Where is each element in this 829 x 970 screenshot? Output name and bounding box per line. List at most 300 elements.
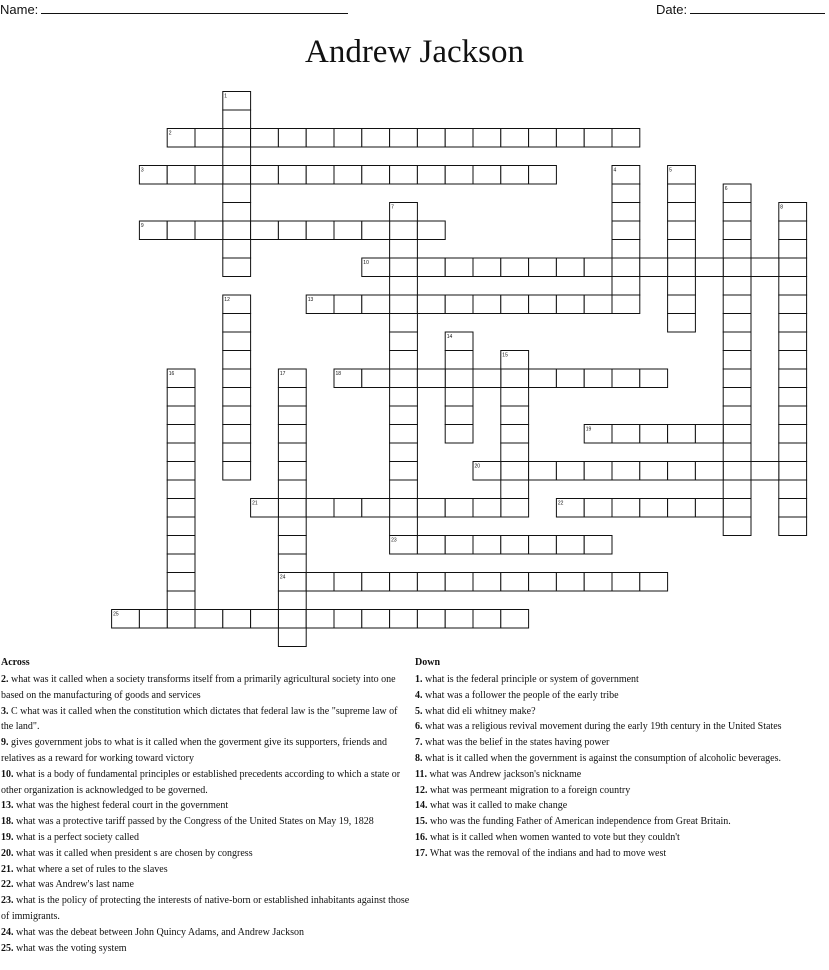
grid-cell[interactable] [251,166,279,185]
grid-cell[interactable] [167,425,195,444]
grid-cell[interactable] [640,425,668,444]
grid-cell[interactable] [473,295,501,314]
down-clue-14 [415,798,829,814]
grid-cell[interactable] [362,129,390,148]
grid-cell[interactable] [501,499,529,518]
grid-cell[interactable] [223,406,251,425]
grid-cell[interactable] [223,425,251,444]
grid-cell[interactable] [167,591,195,610]
grid-cell[interactable] [167,388,195,407]
grid-cell[interactable] [779,314,807,333]
grid-cell[interactable] [334,221,362,240]
grid-cell[interactable] [445,129,473,148]
clue-number: 10. [1,768,14,780]
grid-cell[interactable] [723,221,751,240]
grid-cell[interactable] [751,462,779,481]
grid-cell[interactable] [167,443,195,462]
grid-cell[interactable] [556,462,584,481]
grid-clue-number: 10 [363,260,369,266]
grid-cell[interactable] [556,258,584,277]
grid-cell[interactable] [723,203,751,222]
grid-cell[interactable] [390,129,418,148]
clue-number: 2. [1,674,9,685]
grid-cell[interactable] [167,573,195,592]
grid-cell[interactable] [278,536,306,555]
grid-clue-number: 25 [113,611,119,618]
grid-cell[interactable] [640,499,668,518]
grid-cell[interactable] [362,295,390,314]
grid-cell[interactable] [723,240,751,259]
grid-cell[interactable] [417,258,445,277]
clue-text: what was the debeat between John Quincy Adams, and Andrew Jackson [13,926,304,938]
grid-cell[interactable] [167,166,195,185]
grid-cell[interactable] [612,369,640,388]
grid-cell[interactable] [390,258,418,277]
page-title: Andrew Jackson [304,34,525,70]
grid-cell[interactable] [612,258,640,277]
grid-cell[interactable] [695,499,723,518]
grid-cell[interactable] [167,221,195,240]
grid-cell[interactable] [278,129,306,148]
down-clue-11 [415,767,829,783]
grid-cell[interactable] [556,369,584,388]
grid-cell[interactable] [501,388,529,407]
grid-cell[interactable] [306,499,334,518]
grid-cell[interactable] [390,332,418,351]
grid-cell[interactable] [779,425,807,444]
grid-cell[interactable] [668,184,696,203]
grid-clue-number: 23 [391,537,397,544]
grid-clue-number: 24 [279,574,286,581]
grid-cell[interactable] [334,295,362,314]
grid-cell[interactable] [640,369,668,388]
down-clue-16 [415,830,829,846]
grid-cell[interactable] [390,240,418,259]
grid-cell[interactable] [612,129,640,148]
grid-cell[interactable] [612,295,640,314]
grid-cell[interactable] [278,388,306,407]
grid-cell[interactable] [501,536,529,555]
grid-cell[interactable] [251,129,279,148]
grid-cell[interactable] [584,573,612,592]
grid-cell[interactable] [779,240,807,259]
grid-cell[interactable] [529,129,557,148]
grid-cell[interactable] [445,499,473,518]
grid-cell[interactable] [779,295,807,314]
grid-cell[interactable] [306,129,334,148]
grid-cell[interactable] [445,573,473,592]
grid-cell[interactable] [612,203,640,222]
grid-cell[interactable] [640,258,668,277]
grid-clue-number: 20 [474,463,481,470]
grid-cell[interactable] [417,536,445,555]
grid-cell[interactable] [278,610,306,629]
grid-cell[interactable] [334,166,362,185]
grid-cell[interactable] [779,517,807,536]
grid-cell[interactable] [390,499,418,518]
grid-cell[interactable] [668,462,696,481]
grid-cell[interactable] [445,369,473,388]
grid-cell[interactable] [390,425,418,444]
grid-cell[interactable] [668,314,696,333]
grid-cell[interactable] [612,573,640,592]
grid-cell[interactable] [723,462,751,481]
grid-cell[interactable] [584,129,612,148]
grid-cell[interactable] [139,610,167,629]
grid-cell[interactable] [501,129,529,148]
grid-cell[interactable] [334,499,362,518]
grid-cell[interactable] [167,499,195,518]
grid-cell[interactable] [417,129,445,148]
clue-number: 7. [415,737,423,749]
grid-cell[interactable] [501,480,529,499]
grid-cell[interactable] [640,573,668,592]
grid-cell[interactable] [501,573,529,592]
grid-cell[interactable] [723,499,751,518]
across-clue-list [1,672,411,956]
grid-cell[interactable] [278,591,306,610]
grid-cell[interactable] [223,203,251,222]
grid-cell[interactable] [167,554,195,573]
grid-cell[interactable] [445,388,473,407]
grid-cell[interactable] [306,221,334,240]
clue-number: 4. [415,689,423,701]
clue-text: what was it called to make change [427,800,568,812]
grid-cell[interactable] [612,184,640,203]
grid-cell[interactable] [723,258,751,277]
grid-cell[interactable] [278,628,306,647]
grid-cell[interactable] [223,240,251,259]
grid-cell[interactable] [278,221,306,240]
across-clue-19 [1,830,411,846]
grid-cell[interactable] [529,536,557,555]
grid-cell[interactable] [223,147,251,166]
grid-cell[interactable] [167,406,195,425]
down-clue-5 [415,704,829,720]
grid-cell[interactable] [417,221,445,240]
grid-cell[interactable] [723,314,751,333]
grid-cell[interactable] [390,314,418,333]
grid-cell[interactable] [723,480,751,499]
across-clue-2 [1,672,411,704]
grid-cell[interactable] [278,499,306,518]
grid-cell[interactable] [306,573,334,592]
grid-cell[interactable] [779,277,807,296]
grid-cell[interactable] [668,221,696,240]
grid-cell[interactable] [473,573,501,592]
grid-cell[interactable] [417,369,445,388]
grid-cell[interactable] [390,610,418,629]
grid-cell[interactable] [390,462,418,481]
grid-cell[interactable] [529,462,557,481]
grid-cell[interactable] [723,351,751,370]
grid-cell[interactable] [334,573,362,592]
grid-cell[interactable] [529,166,557,185]
grid-cell[interactable] [473,166,501,185]
grid-cell[interactable] [362,610,390,629]
across-clue-23 [1,893,411,925]
grid-cell[interactable] [556,295,584,314]
down-clue-7 [415,735,829,751]
clue-number: 14. [415,800,428,812]
clue-text: what is it called when the government is against the consumption of alcoholic beverages. [422,752,782,764]
grid-cell[interactable] [390,166,418,185]
grid-clue-number: 9 [140,223,144,229]
grid-cell[interactable] [779,369,807,388]
grid-cell[interactable] [417,295,445,314]
grid-cell[interactable] [278,406,306,425]
grid-cell[interactable] [278,166,306,185]
grid-cell[interactable] [390,443,418,462]
grid-cell[interactable] [779,406,807,425]
grid-cell[interactable] [556,573,584,592]
grid-cell[interactable] [779,443,807,462]
grid-cell[interactable] [779,221,807,240]
clue-number: 18. [1,816,14,828]
grid-cell[interactable] [668,258,696,277]
grid-clue-number: 18 [335,371,342,377]
grid-clue-number: 8 [780,204,784,211]
grid-cell[interactable] [556,536,584,555]
grid-cell[interactable] [584,462,612,481]
clue-number: 3. [1,705,9,717]
grid-cell[interactable] [529,258,557,277]
grid-cell[interactable] [390,221,418,240]
grid-cell[interactable] [223,184,251,203]
grid-cell[interactable] [223,610,251,629]
grid-cell[interactable] [584,258,612,277]
grid-cell[interactable] [779,332,807,351]
grid-cell[interactable] [501,610,529,629]
grid-cell[interactable] [501,166,529,185]
grid-cell[interactable] [779,462,807,481]
clue-number: 9. [1,737,9,749]
grid-cell[interactable] [362,166,390,185]
grid-cell[interactable] [473,536,501,555]
clue-text: What was the removal of the indians and had to move west [427,847,667,859]
grid-cell[interactable] [278,425,306,444]
grid-cell[interactable] [251,221,279,240]
clue-number: 25. [1,942,14,954]
grid-cell[interactable] [223,388,251,407]
grid-cell[interactable] [612,462,640,481]
grid-cell[interactable] [223,314,251,333]
down-clue-list [415,672,829,862]
grid-cell[interactable] [362,221,390,240]
grid-cell[interactable] [473,258,501,277]
grid-cell[interactable] [723,332,751,351]
grid-cell[interactable] [779,351,807,370]
grid-cell[interactable] [167,610,195,629]
grid-cell[interactable] [779,480,807,499]
grid-clue-number: 17 [279,371,286,377]
grid-cell[interactable] [417,499,445,518]
across-clue-25 [1,941,411,957]
grid-cell[interactable] [445,406,473,425]
grid-cell[interactable] [723,369,751,388]
grid-cell[interactable] [417,610,445,629]
grid-cell[interactable] [306,610,334,629]
grid-cell[interactable] [306,166,334,185]
grid-cell[interactable] [473,610,501,629]
across-clue-20 [1,846,411,862]
grid-cell[interactable] [501,425,529,444]
grid-cell[interactable] [668,277,696,296]
grid-cell[interactable] [529,295,557,314]
grid-cell[interactable] [723,277,751,296]
grid-cell[interactable] [167,462,195,481]
grid-cell[interactable] [362,573,390,592]
grid-cell[interactable] [223,351,251,370]
grid-cell[interactable] [723,517,751,536]
grid-cell[interactable] [445,536,473,555]
grid-cell[interactable] [167,517,195,536]
grid-cell[interactable] [779,258,807,277]
grid-cell[interactable] [668,499,696,518]
grid-cell[interactable] [223,166,251,185]
grid-cell[interactable] [779,499,807,518]
clue-number: 20. [1,847,14,859]
grid-cell[interactable] [390,295,418,314]
grid-cell[interactable] [501,295,529,314]
grid-cell[interactable] [751,258,779,277]
grid-cell[interactable] [640,462,668,481]
grid-cell[interactable] [195,129,223,148]
grid-cell[interactable] [334,610,362,629]
grid-cell[interactable] [723,425,751,444]
across-clue-10 [1,767,411,799]
clue-text: what was permeant migration to a foreign country [427,784,631,796]
grid-cell[interactable] [723,388,751,407]
grid-clue-number: 12 [224,297,230,303]
clue-number: 23. [1,895,14,907]
grid-cell[interactable] [278,554,306,573]
grid-cell[interactable] [584,295,612,314]
clue-number: 21. [1,863,14,875]
grid-cell[interactable] [668,425,696,444]
grid-cell[interactable] [195,610,223,629]
grid-cell[interactable] [223,221,251,240]
clue-number: 11. [415,768,427,780]
grid-cell[interactable] [695,425,723,444]
grid-clue-number: 5 [669,167,672,174]
grid-cell[interactable] [529,573,557,592]
grid-cell[interactable] [584,369,612,388]
grid-cell[interactable] [362,499,390,518]
clue-text: what did eli whitney make? [422,705,536,717]
clue-number: 22. [1,879,14,891]
grid-cell[interactable] [417,573,445,592]
grid-cell[interactable] [417,166,445,185]
grid-cell[interactable] [612,221,640,240]
grid-cell[interactable] [167,480,195,499]
grid-cell[interactable] [779,388,807,407]
grid-cell[interactable] [612,240,640,259]
grid-cell[interactable] [612,425,640,444]
grid-cell[interactable] [668,295,696,314]
grid-cell[interactable] [278,443,306,462]
grid-cell[interactable] [723,406,751,425]
clue-text: C what was it called when the constitution which dictates that federal law is the "supreme law of the land". [1,705,398,733]
grid-cell[interactable] [612,277,640,296]
grid-cell[interactable] [390,573,418,592]
clue-text: what is it called when women wanted to vote but they couldn't [427,831,680,843]
grid-cell[interactable] [278,462,306,481]
grid-cell[interactable] [167,536,195,555]
grid-cell[interactable] [445,295,473,314]
name-label: Name: [0,2,39,17]
grid-cell[interactable] [251,610,279,629]
grid-cell[interactable] [584,499,612,518]
grid-cell[interactable] [612,499,640,518]
grid-cell[interactable] [584,536,612,555]
grid-cell[interactable] [390,388,418,407]
clue-number: 5. [415,705,423,717]
grid-cell[interactable] [223,462,251,481]
grid-cell[interactable] [390,480,418,499]
grid-cell[interactable] [723,295,751,314]
grid-cell[interactable] [473,369,501,388]
grid-clue-number: 1 [224,93,228,100]
grid-cell[interactable] [278,517,306,536]
grid-cell[interactable] [223,443,251,462]
grid-cell[interactable] [390,277,418,296]
grid-cell[interactable] [390,369,418,388]
across-clue-22 [1,877,411,893]
grid-cell[interactable] [390,517,418,536]
grid-cell[interactable] [278,480,306,499]
across-heading: Across [1,657,30,668]
grid-cell[interactable] [723,443,751,462]
grid-cell[interactable] [501,406,529,425]
grid-cell[interactable] [223,110,251,129]
grid-cell[interactable] [195,166,223,185]
grid-cell[interactable] [501,369,529,388]
grid-cell[interactable] [390,406,418,425]
clue-text: what where a set of rules to the slaves [13,863,168,875]
grid-cell[interactable] [223,129,251,148]
grid-cell[interactable] [445,351,473,370]
grid-cell[interactable] [501,443,529,462]
clue-text: what was a follower the people of the early tribe [422,689,619,701]
grid-cell[interactable] [445,166,473,185]
down-clue-8 [415,751,829,767]
grid-clue-number: 7 [391,204,394,211]
grid-cell[interactable] [473,499,501,518]
grid-cell[interactable] [695,258,723,277]
clue-number: 24. [1,926,14,938]
grid-cell[interactable] [223,258,251,277]
grid-cell[interactable] [445,425,473,444]
grid-cell[interactable] [501,462,529,481]
grid-cell[interactable] [529,369,557,388]
grid-cell[interactable] [445,610,473,629]
grid-cell[interactable] [668,240,696,259]
grid-cell[interactable] [445,258,473,277]
grid-cell[interactable] [668,203,696,222]
clue-text: who was the funding Father of American independence from Great Britain. [427,816,731,828]
grid-cell[interactable] [362,369,390,388]
grid-cell[interactable] [501,258,529,277]
grid-cell[interactable] [223,332,251,351]
grid-cell[interactable] [556,129,584,148]
grid-cell[interactable] [334,129,362,148]
grid-cell[interactable] [473,129,501,148]
grid-cell[interactable] [695,462,723,481]
grid-cell[interactable] [223,369,251,388]
grid-cell[interactable] [390,351,418,370]
grid-cell[interactable] [195,221,223,240]
